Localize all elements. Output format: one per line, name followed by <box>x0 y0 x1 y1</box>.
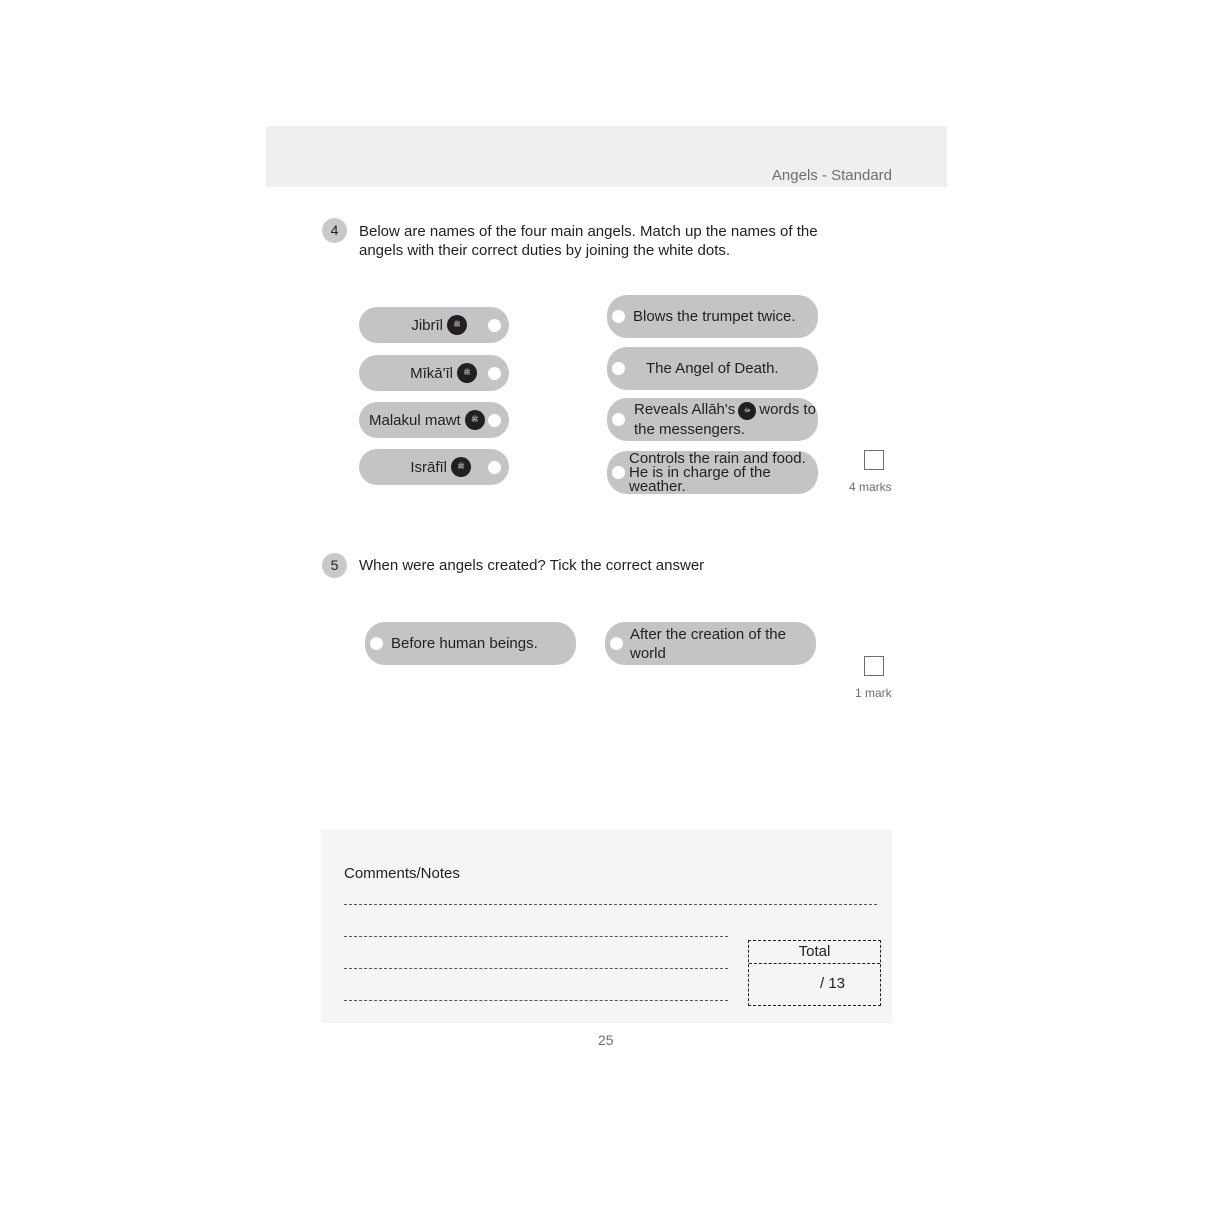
option-label: Before human beings. <box>391 635 538 652</box>
honorific-seal-icon: ﷺ <box>451 457 471 477</box>
duty-label: The Angel of Death. <box>646 360 779 377</box>
header-title: Angels - Standard <box>771 167 892 184</box>
tick-dot[interactable] <box>610 637 623 650</box>
match-dot[interactable] <box>612 466 625 479</box>
header-band <box>266 126 947 187</box>
marks-label: 4 marks <box>849 480 892 494</box>
notes-line[interactable] <box>344 936 728 937</box>
angel-malakul-mawt[interactable] <box>359 402 509 438</box>
notes-line[interactable] <box>344 1000 728 1001</box>
option-before-humans[interactable] <box>365 622 576 665</box>
honorific-seal-icon: ﷻ <box>738 402 756 420</box>
match-dot[interactable] <box>612 413 625 426</box>
duty-rain[interactable] <box>607 451 818 494</box>
honorific-seal-icon: ﷺ <box>465 410 485 430</box>
comments-box <box>321 830 892 1023</box>
question-text: When were angels created? Tick the correct answer <box>359 557 705 574</box>
comments-label: Comments/Notes <box>344 865 460 882</box>
angel-label: Isrāfīl <box>410 458 447 476</box>
total-value: / 13 <box>820 975 846 992</box>
question-text: Below are names of the four main angels. Match up the names of the angels with their correct duties by joining the white dots. <box>359 223 818 259</box>
mark-checkbox[interactable] <box>864 656 884 676</box>
match-dot[interactable] <box>488 414 501 427</box>
notes-line[interactable] <box>344 904 877 905</box>
duty-reveals[interactable] <box>607 398 818 441</box>
match-dot[interactable] <box>612 310 625 323</box>
duty-label: Controls the rain and food. He is in charge of the weather. <box>629 449 806 495</box>
mark-checkbox[interactable] <box>864 450 884 470</box>
option-label: After the creation of the world <box>630 625 786 662</box>
total-box <box>748 940 881 1006</box>
angel-label: Malakul mawt <box>369 411 461 429</box>
question-number: 5 <box>322 553 347 578</box>
match-dot[interactable] <box>488 461 501 474</box>
match-dot[interactable] <box>488 319 501 332</box>
honorific-seal-icon: ﷺ <box>457 363 477 383</box>
duty-label: Blows the trumpet twice. <box>633 308 796 325</box>
angel-label: Mīkā'īl <box>410 364 453 382</box>
tick-dot[interactable] <box>370 637 383 650</box>
notes-line[interactable] <box>344 968 728 969</box>
match-dot[interactable] <box>488 367 501 380</box>
angel-israfil[interactable] <box>359 449 509 485</box>
page-number: 25 <box>598 1032 614 1048</box>
total-label: Total <box>749 941 880 964</box>
angel-label: Jibrīl <box>411 316 443 334</box>
angel-mikail[interactable] <box>359 355 509 391</box>
duty-death[interactable] <box>607 347 818 390</box>
duty-label: Reveals Allāh's ﷻ words to the messengers. <box>634 401 816 438</box>
angel-jibril[interactable] <box>359 307 509 343</box>
match-dot[interactable] <box>612 362 625 375</box>
question-number: 4 <box>322 218 347 243</box>
honorific-seal-icon: ﷺ <box>447 315 467 335</box>
duty-trumpet[interactable] <box>607 295 818 338</box>
option-after-world[interactable] <box>605 622 816 665</box>
marks-label: 1 mark <box>855 686 892 700</box>
